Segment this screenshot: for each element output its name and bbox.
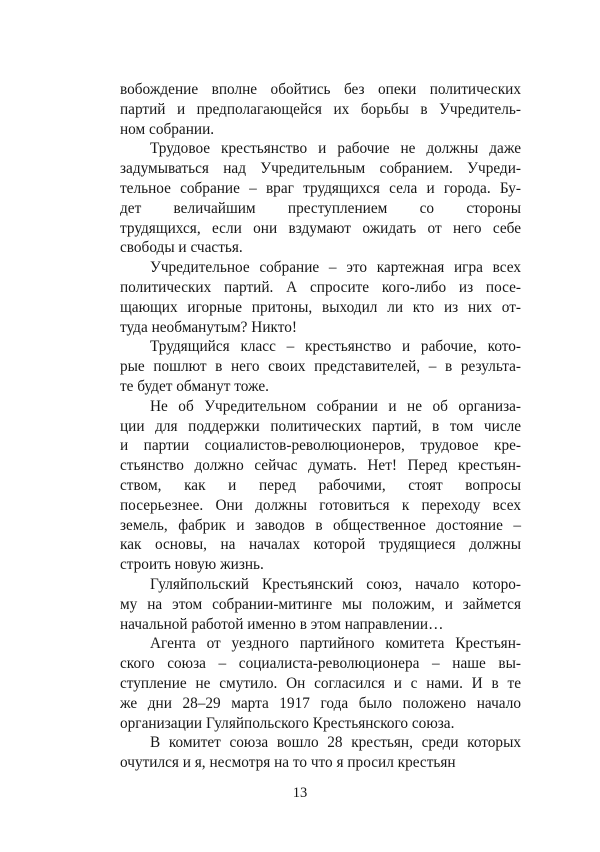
text-line: вобождение вполне обойтись без опеки политических xyxy=(120,81,521,98)
text-line: земель, фабрик и заводов в общественное достояние – xyxy=(120,516,521,534)
text-line: В комитет союза вошло 28 крестьян, среди которых xyxy=(150,734,521,752)
text-line: ством, как и перед рабочими, стоят вопросы xyxy=(120,476,521,494)
text-line: же дни 28–29 марта 1917 года было положено начало xyxy=(120,694,521,712)
text-line: как основы, на началах которой трудящиеся должны xyxy=(120,536,521,554)
text-block xyxy=(120,80,521,773)
text-line: свободы и счастья. xyxy=(120,239,243,257)
text-line: строить новую жизнь. xyxy=(120,556,264,574)
text-line: Учредительное собрание – это картежная игра всех xyxy=(150,259,521,277)
text-line: туда необманутым? Никто! xyxy=(120,318,297,336)
text-line: те будет обманут тоже. xyxy=(120,377,269,395)
text-line: и партии социалистов-революционеров, трудовое кре- xyxy=(120,437,521,455)
text-line: ции для поддержки политических партий, в том числе xyxy=(120,417,521,435)
text-line: Агента от уездного партийного комитета Крестьян- xyxy=(150,635,521,653)
text-line: тельное собрание – враг трудящихся села и города. Бу- xyxy=(120,179,521,197)
text-line: Не об Учредительном собрании и не об организа- xyxy=(150,397,521,415)
text-line: очутился и я, несмотря на то что я просил крестьян xyxy=(120,754,456,772)
text-line: начальной работой именно в этом направлении… xyxy=(120,615,444,633)
text-line: ского союза – социалиста-революционера – наше вы- xyxy=(120,655,521,673)
text-line: организации Гуляйпольского Крестьянского союза. xyxy=(120,714,455,732)
text-line: партий и предполагающейся их борьбы в Учредитель- xyxy=(120,100,521,118)
page-number: 13 xyxy=(292,785,308,801)
text-line: дет величайшим преступлением со стороны xyxy=(120,199,521,217)
text-line: задумываться над Учредительным собранием. Учреди- xyxy=(120,160,521,178)
text-line: Трудящийся класс – крестьянство и рабочие, кото- xyxy=(150,338,521,356)
text-line: Трудовое крестьянство и рабочие не должны даже xyxy=(150,140,521,158)
text-line: щающих игорные притоны, выходил ли кто из них от- xyxy=(120,298,521,316)
text-line: ном собрании. xyxy=(120,120,215,138)
text-line: Гуляйпольский Крестьянский союз, начало которо- xyxy=(150,575,521,593)
text-line: му на этом собрании-митинге мы положим, и займется xyxy=(120,595,521,613)
text-line: трудящихся, если они вздумают ожидать от него себе xyxy=(120,219,521,237)
text-line: политических партий. А спросите кого-либо из посе- xyxy=(120,278,521,296)
text-line: стьянство должно сейчас думать. Нет! Перед крестьян- xyxy=(120,457,521,475)
text-line: посерьезнее. Они должны готовиться к переходу всех xyxy=(120,496,521,514)
text-line: рые пошлют в него своих представителей, – в результа- xyxy=(120,358,521,376)
text-line: ступление не смутило. Он согласился и с нами. И в те xyxy=(120,674,521,692)
